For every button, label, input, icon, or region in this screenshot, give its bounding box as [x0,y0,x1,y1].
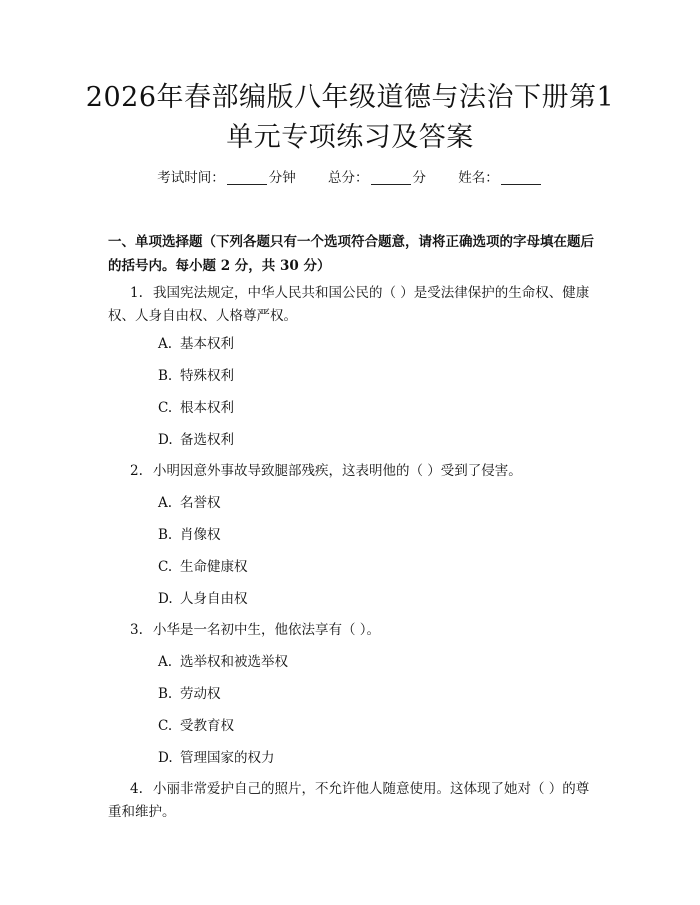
question-3-option-c [158,716,234,736]
time-label: 考试时间： [157,170,225,186]
question-text: 小华是一名初中生，他依法享有（ ）。 [153,622,381,638]
option-letter: C. [158,400,173,416]
option-text: 劳动权 [180,686,221,702]
score-blank[interactable] [371,170,411,185]
option-text: 生命健康权 [180,559,248,575]
score-field [328,168,426,188]
name-field [458,168,543,188]
question-1-option-d [158,430,234,450]
question-2-option-b [158,525,221,545]
option-letter: C. [158,718,173,734]
score-unit: 分 [412,170,426,186]
option-text: 基本权利 [180,336,234,352]
question-number: 2. [130,463,143,479]
option-letter: D. [158,432,173,448]
question-text: 小明因意外事故导致腿部残疾，这表明他的（ ）受到了侵害。 [153,463,522,479]
question-3 [108,619,600,642]
option-text: 管理国家的权力 [180,750,275,766]
time-field [157,168,296,188]
question-number: 1. [130,285,143,301]
name-blank[interactable] [501,170,541,185]
question-text: 我国宪法规定，中华人民共和国公民的（ ）是受法律保护的生命权、健康权、人身自由权、人格尊严权。 [108,285,590,324]
section-1-heading: 一、单项选择题（下列各题只有一个选项符合题意，请将正确选项的字母填在题后的括号内。每小题 2 分，共 30 分） [108,234,594,274]
option-letter: B. [158,368,173,384]
option-letter: B. [158,686,173,702]
question-number: 3. [130,622,143,638]
option-text: 备选权利 [180,432,234,448]
document-title [80,78,620,158]
option-letter: A. [158,654,173,670]
option-text: 肖像权 [180,527,221,543]
name-label: 姓名： [458,170,499,186]
option-text: 选举权和被选举权 [180,654,288,670]
question-1-option-b [158,366,234,386]
option-letter: C. [158,559,173,575]
option-letter: D. [158,591,173,607]
question-3-option-a [158,652,288,672]
exam-meta [0,168,700,188]
option-letter: A. [158,495,173,511]
title-line-2: 单元专项练习及答案 [226,122,474,153]
question-4 [108,778,600,824]
question-1 [108,282,600,328]
question-2-option-d [158,589,248,609]
time-unit: 分钟 [268,170,296,186]
question-1-option-a [158,334,234,354]
question-number: 4. [130,781,143,797]
title-line-1: 2026年春部编版八年级道德与法治下册第1 [85,82,615,113]
option-text: 名誉权 [180,495,221,511]
option-letter: A. [158,336,173,352]
question-3-option-b [158,684,221,704]
question-2 [108,460,600,483]
question-text: 小丽非常爱护自己的照片，不允许他人随意使用。这体现了她对（ ）的尊重和维护。 [108,781,590,820]
option-letter: B. [158,527,173,543]
score-label: 总分： [328,170,369,186]
option-text: 受教育权 [180,718,234,734]
question-3-option-d [158,748,275,768]
option-text: 特殊权利 [180,368,234,384]
option-letter: D. [158,750,173,766]
question-1-option-c [158,398,234,418]
option-text: 人身自由权 [180,591,248,607]
time-blank[interactable] [227,170,267,185]
question-2-option-c [158,557,248,577]
question-2-option-a [158,493,221,513]
option-text: 根本权利 [180,400,234,416]
